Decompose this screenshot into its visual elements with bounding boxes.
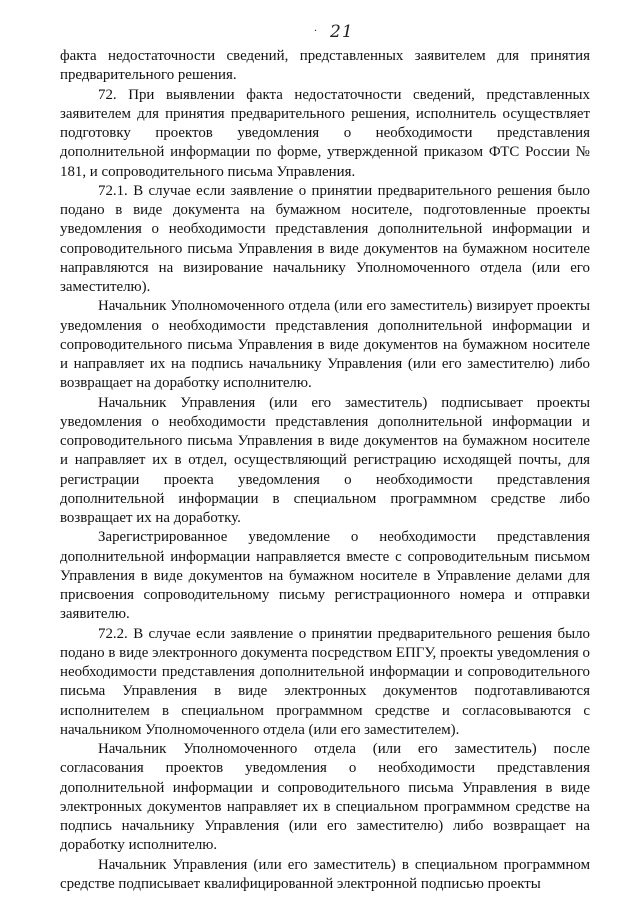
page-number-mark: ·	[314, 26, 319, 37]
paragraph-registered-notice: Зарегистрированное уведомление о необходимости представления дополнительной информации направляется вместе с сопроводительным письмом Управления в виде документов на бумажном носителе в Управление делами для присвоения сопроводительному письму регистрационного номера и отправки заявителю.	[60, 529, 590, 623]
paragraph-department-head-approval: Начальник Уполномоченного отдела (или его заместитель) после согласования проектов уведомления о необходимости представления дополнительной информации и сопроводительного письма Управления в виде электронных документов направляет их в специальном программном средстве на подпись начальнику Управления (или его заместителю) либо возвращает на доработку исполнителю.	[60, 741, 590, 854]
page-number	[314, 22, 354, 42]
paragraph-72: 72. При выявлении факта недостаточности сведений, представленных заявителем для принятия предварительного решения, исполнитель осуществляет подготовку проектов уведомления о необходимости представления дополнительной информации по форме, утвержденной приказом ФТС России № 181, и сопроводительного письма Управления.	[60, 86, 590, 180]
paragraph-72-1: 72.1. В случае если заявление о принятии предварительного решения было подано в виде документа на бумажном носителе, подготовленные проекты уведомления о необходимости представления дополнительной информации и сопроводительного письма Управления в виде документов на бумажном носителе направляются на визирование начальнику Уполномоченного отдела (или его заместителю).	[60, 182, 590, 295]
paragraph-continuation: факта недостаточности сведений, представленных заявителем для принятия предварительного решения.	[60, 48, 590, 84]
page-number-text: 21	[330, 22, 354, 42]
paragraph-72-2: 72.2. В случае если заявление о принятии предварительного решения было подано в виде электронного документа посредством ЕПГУ, проекты уведомления о необходимости представления дополнительной информации и сопроводительного письма Управления в виде электронных документов подготавливаются исполнителем в специальном программном средстве и согласовываются с начальником Уполномоченного отдела (или его заместителем).	[60, 625, 590, 738]
paragraph-head-electronic-signature: Начальник Управления (или его заместитель) в специальном программном средстве подписывает квалифицированной электронной подписью проекты	[60, 856, 590, 892]
paragraph-department-head-visa: Начальник Уполномоченного отдела (или его заместитель) визирует проекты уведомления о необходимости представления дополнительной информации и сопроводительного письма Управления в виде документов на бумажном носителе и направляет их на подпись начальнику Управления (или его заместителю) либо возвращает на доработку исполнителю.	[60, 298, 590, 392]
paragraph-head-signature: Начальник Управления (или его заместитель) подписывает проекты уведомления о необходимости представления дополнительной информации и сопроводительного письма Управления в виде документов на бумажном носителе и направляет их в отдел, осуществляющий регистрацию исходящей почты, для регистрации проекта уведомления о необходимости представления дополнительной информации в специальном программном средстве либо возвращает их на доработку.	[60, 394, 590, 526]
document-body	[60, 47, 590, 894]
